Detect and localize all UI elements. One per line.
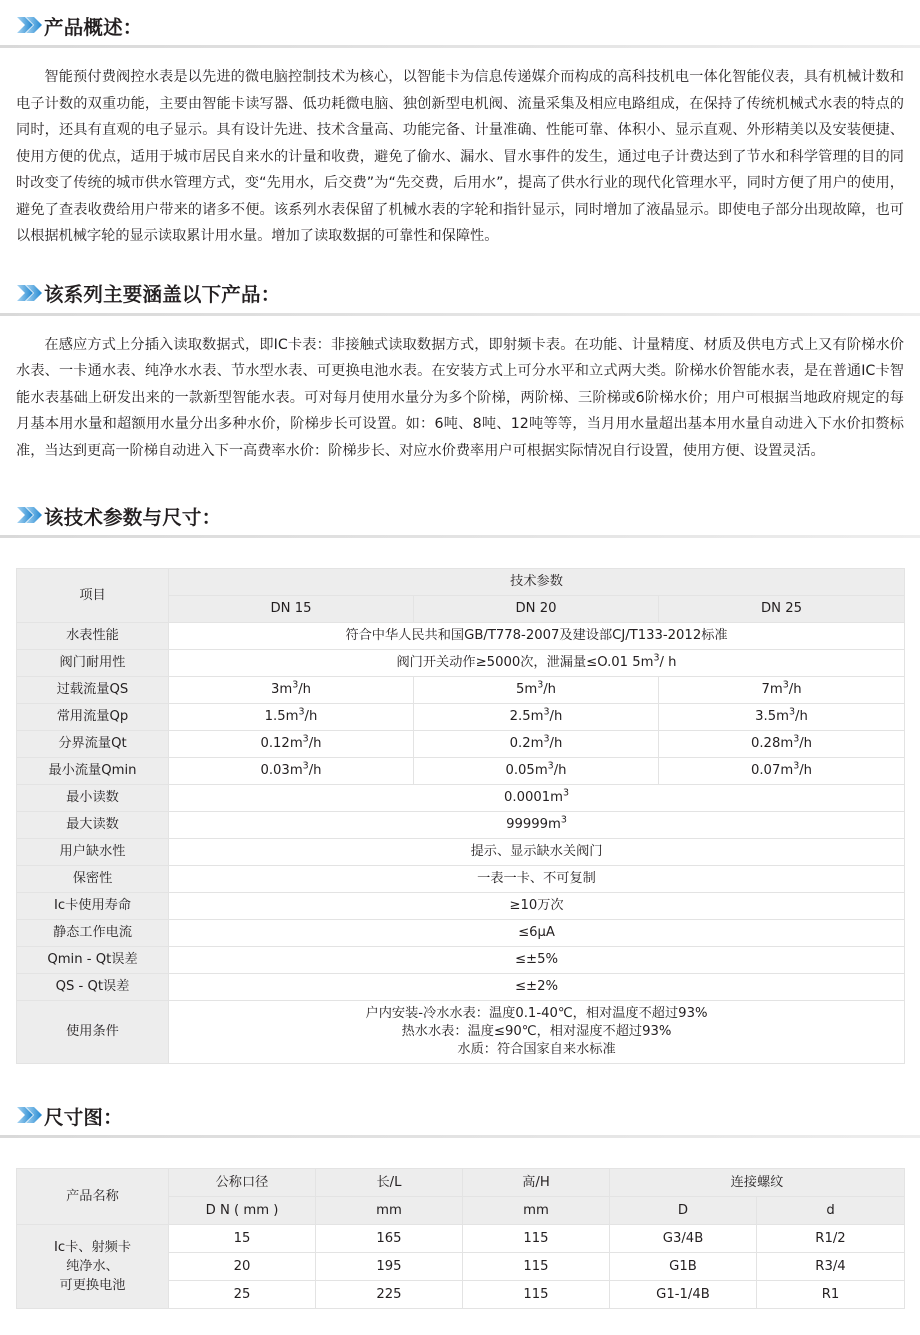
spec-row-value: 一表一卡、不可复制	[169, 866, 905, 893]
spec-row-value: $3.5m^3/h$	[659, 704, 905, 731]
dimensions-table	[16, 1168, 905, 1309]
spec-row-label: 保密性	[17, 866, 169, 893]
spec-row-label: Qmin - Qt误差	[17, 947, 169, 974]
spec-row-label: 最小流量Qmin	[17, 758, 169, 785]
spec-row-value: 提示、显示缺水关阀门	[169, 839, 905, 866]
spec-row-value: ≤±2%	[169, 974, 905, 1001]
spec-row-value: ≥10万次	[169, 893, 905, 920]
table-row	[17, 623, 905, 650]
table-row	[17, 731, 905, 758]
spec-row-label: 水表性能	[17, 623, 169, 650]
dim-thread-header: 连接螺纹	[610, 1169, 905, 1197]
spec-row-label: 用户缺水性	[17, 839, 169, 866]
section-title-specs: 该技术参数与尺寸：	[44, 505, 222, 529]
table-row	[17, 650, 905, 677]
section-rule-overview	[0, 45, 920, 48]
dim-height-value: 115	[463, 1225, 610, 1253]
table-row	[17, 974, 905, 1001]
spec-row-label: 常用流量Qp	[17, 704, 169, 731]
spec-row-label: 最大读数	[17, 812, 169, 839]
double-chevron-right-icon	[16, 504, 42, 526]
spec-size-column-header: DN 25	[659, 596, 905, 623]
spec-row-value: $0.03m^3/h$	[169, 758, 414, 785]
dim-thread-d-lower: R1	[757, 1281, 905, 1309]
spec-row-value: $0.12m^3/h$	[169, 731, 414, 758]
dim-dn-value: 15	[169, 1225, 316, 1253]
section-header-specs	[0, 504, 920, 528]
spec-row-value: 符合中华人民共和国GB/T778-2007及建设部CJ/T133-2012标准	[169, 623, 905, 650]
dim-dn-value: 20	[169, 1253, 316, 1281]
spec-row-value: 阀门开关动作≥5000次，泄漏量≤O.01 $5m^3/$ h	[169, 650, 905, 677]
table-row	[17, 677, 905, 704]
table-row	[17, 947, 905, 974]
dim-height-value: 115	[463, 1253, 610, 1281]
dim-sub-header: mm	[463, 1197, 610, 1225]
technical-parameters-table	[16, 568, 905, 1064]
dim-header-row-1	[17, 1169, 905, 1197]
section-rule-specs	[0, 535, 920, 538]
spec-row-value: ≤±5%	[169, 947, 905, 974]
spec-row-value: $0.2m^3/h$	[414, 731, 659, 758]
condition-line: 热水水表：温度≤90℃，相对湿度不超过93%	[401, 1024, 672, 1039]
spacer-top	[0, 0, 920, 14]
spec-row-value: $5m^3/h$	[414, 677, 659, 704]
section-header-overview	[0, 14, 920, 38]
spacer-products	[0, 250, 920, 282]
spec-row-value: $0.28m^3/h$	[659, 731, 905, 758]
dim-sub-header: mm	[316, 1197, 463, 1225]
table-row	[17, 1225, 905, 1253]
spec-row-label: 静态工作电流	[17, 920, 169, 947]
spec-row-value: $2.5m^3/h$	[414, 704, 659, 731]
condition-line: 户内安装-冷水水表：温度0.1-40℃，相对温度不超过93%	[365, 1006, 708, 1021]
dimensions-table-body	[17, 1169, 905, 1309]
dim-dn-value: 25	[169, 1281, 316, 1309]
spec-row-header-label: 项目	[17, 569, 169, 623]
dim-thread-d-lower: R1/2	[757, 1225, 905, 1253]
dim-thread-d-lower: R3/4	[757, 1253, 905, 1281]
spec-row-value: $7m^3/h$	[659, 677, 905, 704]
spacer-specs	[0, 464, 920, 504]
condition-line: 水质：符合国家自来水标准	[457, 1042, 616, 1057]
dim-height-value: 115	[463, 1281, 610, 1309]
double-chevron-right-icon	[16, 282, 42, 304]
section-rule-products	[0, 313, 920, 316]
table-row	[17, 812, 905, 839]
spacer-spec-table	[0, 546, 920, 568]
dim-height-header: 高/H	[463, 1169, 610, 1197]
technical-parameters-body	[17, 569, 905, 1064]
dim-sub-header: d	[757, 1197, 905, 1225]
table-row	[17, 893, 905, 920]
spacer-dims	[0, 1064, 920, 1104]
table-row	[17, 920, 905, 947]
table-row	[17, 704, 905, 731]
section-title-overview: 产品概述：	[44, 15, 143, 39]
dim-thread-d-upper: G1B	[610, 1253, 757, 1281]
dim-sub-header: D N ( mm )	[169, 1197, 316, 1225]
section-title-products: 该系列主要涵盖以下产品：	[44, 283, 281, 307]
dim-product-name-header: 产品名称	[17, 1169, 169, 1225]
spec-header-row-1	[17, 569, 905, 596]
spec-size-column-header: DN 15	[169, 596, 414, 623]
double-chevron-right-icon	[16, 14, 42, 36]
dim-nominal-bore-header: 公称口径	[169, 1169, 316, 1197]
spec-row-value: $0.07m^3/h$	[659, 758, 905, 785]
spec-row-label: 最小读数	[17, 785, 169, 812]
section-rule-dimensions	[0, 1135, 920, 1138]
product-name-line: Ic卡、射频卡	[53, 1240, 132, 1255]
spec-row-label: 过载流量QS	[17, 677, 169, 704]
spec-row-label: 分界流量Qt	[17, 731, 169, 758]
spec-row-value: $3m^3/h$	[169, 677, 414, 704]
product-name-line: 可更换电池	[59, 1278, 126, 1293]
table-row	[17, 839, 905, 866]
section-header-products	[0, 282, 920, 306]
spec-conditions-value	[169, 1001, 905, 1064]
spec-row-label: QS - Qt误差	[17, 974, 169, 1001]
spacer-dim-table	[0, 1146, 920, 1168]
products-paragraph: 在感应方式上分插入读取数据式，即IC卡表：非接触式读取数据方式，即射频卡表。在功能、计量精度、材质及供电方式上又有阶梯水价水表、一卡通水表、纯净水水表、节水型水表、可更换电池水表。在安装方式上可分水平和立式两大类。阶梯水价智能水表，是在普通IC卡智能水表基础上研发出来的一款新型智能水表。可对每月使用水量分为多个阶梯，两阶梯、三阶梯或6阶梯水价；用户可根据当地政府规定的每月基本用水量和超额用水量分出多种水价，阶梯步长可设置。如：6吨、8吨、12吨等等，当月用水量超出基本用水量自动进入下水价扣赘标准，当达到更高一阶梯自动进入下一高费率水价：阶梯步长、对应水价费率用户可根据实际情况自行设置，使用方便、设置灵活。	[16, 336, 904, 459]
spec-row-label: Ic卡使用寿命	[17, 893, 169, 920]
overview-paragraph: 智能预付费阀控水表是以先进的微电脑控制技术为核心，以智能卡为信息传递媒介而构成的高科技机电一体化智能仪表，具有机械计数和电子计数的双重功能，主要由智能卡读写器、低功耗微电脑、独创新型电机阀、流量采集及相应电路组成，在保持了传统机械式水表的特点的同时，还具有直观的电子显示。具有设计先进、技术含量高、功能完备、计量准确、性能可靠、体积小、显示直观、外形精美以及安装便捷、使用方便的优点，适用于城市居民自来水的计量和收费，避免了偷水、漏水、冒水事件的发生，通过电子计费达到了节水和科学管理的目的同时改变了传统的城市供水管理方式，变“先用水，后交费”为“先交费，后用水”，提高了供水行业的现代化管理水平，同时方便了用户的使用，避免了查表收费给用户带来的诸多不便。该系列水表保留了机械水表的字轮和指针显示，同时增加了液晶显示。即使电子部分出现故障，也可以根据机械字轮的显示读取累计用水量。增加了读取数据的可靠性和保障性。	[16, 69, 904, 244]
dim-sub-header: D	[610, 1197, 757, 1225]
dim-thread-d-upper: G1-1/4B	[610, 1281, 757, 1309]
spec-row-value: $1.5m^3/h$	[169, 704, 414, 731]
table-row	[17, 758, 905, 785]
dim-product-name	[17, 1225, 169, 1309]
spec-row-value: $99999m^3$	[169, 812, 905, 839]
dim-length-value: 195	[316, 1253, 463, 1281]
spec-row-value: $0.0001m^3$	[169, 785, 905, 812]
spec-row-value: $0.05m^3/h$	[414, 758, 659, 785]
product-name-line: 纯净水、	[66, 1259, 119, 1274]
spec-size-column-header: DN 20	[414, 596, 659, 623]
dim-length-value: 165	[316, 1225, 463, 1253]
spec-row-value: ≤6μA	[169, 920, 905, 947]
dim-thread-d-upper: G3/4B	[610, 1225, 757, 1253]
table-row	[17, 866, 905, 893]
dim-length-header: 长/L	[316, 1169, 463, 1197]
table-row-conditions	[17, 1001, 905, 1064]
spec-row-label: 阀门耐用性	[17, 650, 169, 677]
spec-group-header: 技术参数	[169, 569, 905, 596]
dim-length-value: 225	[316, 1281, 463, 1309]
spec-row-label: 使用条件	[17, 1001, 169, 1064]
section-title-dimensions: 尺寸图：	[44, 1105, 123, 1129]
double-chevron-right-icon	[16, 1104, 42, 1126]
table-row	[17, 785, 905, 812]
